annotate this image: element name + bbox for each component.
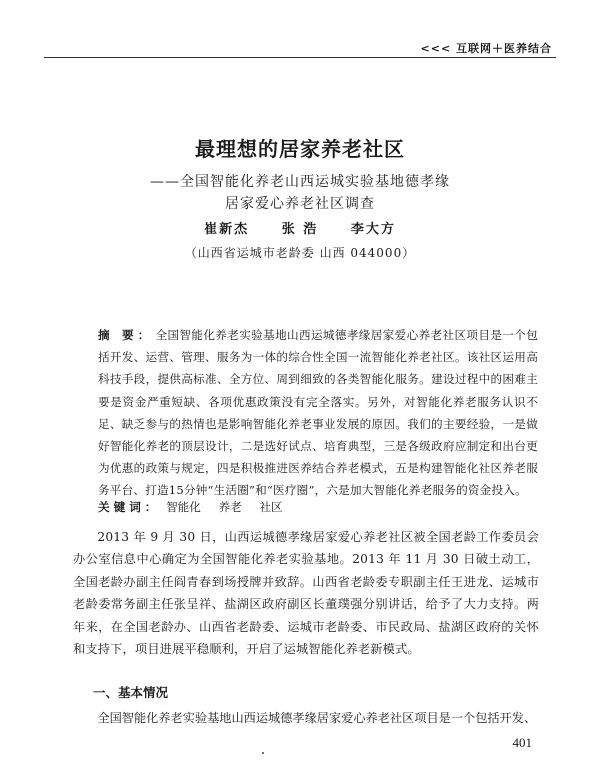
- print-speck: [262, 752, 264, 754]
- header-rule: [44, 57, 556, 58]
- article-subtitle-line1: ——全国智能化养老山西运城实验基地德孝缘: [150, 174, 450, 190]
- page-number: 401: [512, 735, 532, 750]
- author-name: 李大方: [350, 222, 396, 237]
- keyword: 养老: [218, 500, 242, 514]
- abstract: [98, 324, 538, 502]
- body-paragraph: 2013 年 9 月 30 日，山西运城德孝缘居家爱心养老社区被全国老龄工作委员会办公室信息中心确定为全国智能化养老实验基地。2013 年 11 月 30 日破土动工，全国老龄办副主任阎青春到场授牌并致辞。山西省老龄委专职副主任王进龙、运城市老龄委常务副主任张呈祥、盐湖区政府副区长董璞强分别讲话，给予了大力支持。两年来，在全国老龄办、山西省老龄委、运城市老龄委、市民政局、盐湖区政府的关怀和支持下，项目进展平稳顺利，开启了运城智能化养老新模式。: [73, 530, 539, 657]
- author-list: [0, 218, 600, 237]
- keywords: [98, 499, 538, 515]
- keywords-label: 关键词：: [98, 500, 161, 514]
- article-subtitle-line2: 居家爱心养老社区调查: [225, 196, 375, 212]
- article-title: 最理想的居家养老社区: [195, 137, 405, 161]
- author-affiliation: （山西省运城市老龄委 山西 044000）: [184, 246, 416, 260]
- section-heading: 一、基本情况: [93, 685, 169, 700]
- author-name: 张 浩: [281, 222, 319, 237]
- keyword: 社区: [259, 500, 283, 514]
- abstract-label: 摘 要：: [98, 328, 154, 342]
- running-header: [0, 40, 600, 60]
- header-section-label: <<< 互联网＋医养结合: [420, 42, 552, 55]
- abstract-text: 全国智能化养老实验基地山西运城德孝缘居家爱心养老社区项目是一个包括开发、运营、管理、服务为一体的综合性全国一流智能化养老社区。该社区运用高科技手段，提供高标准、全方位、周到细致的各类智能化服务。建设过程中的困难主要是资金严重短缺、各项优惠政策没有完全落实。另外，对智能化养老服务认识不足、缺乏参与的热情也是影响智能化养老事业发展的原因。我们的主要经验，一是做好智能化养老的顶层设计，二是选好试点、培育典型，三是各级政府应制定和出台更为优惠的政策与规定，四是积极推进医养结合养老模式，五是构建智能化社区养老服务平台、打造15分钟“生活圈”和“医疗圈”，六是加大智能化养老服务的资金投入。: [98, 328, 538, 498]
- keyword: 智能化: [166, 500, 201, 514]
- author-name: 崔新杰: [204, 222, 250, 237]
- section-paragraph: 全国智能化养老实验基地山西运城德孝缘居家爱心养老社区项目是一个包括开发、: [97, 711, 537, 725]
